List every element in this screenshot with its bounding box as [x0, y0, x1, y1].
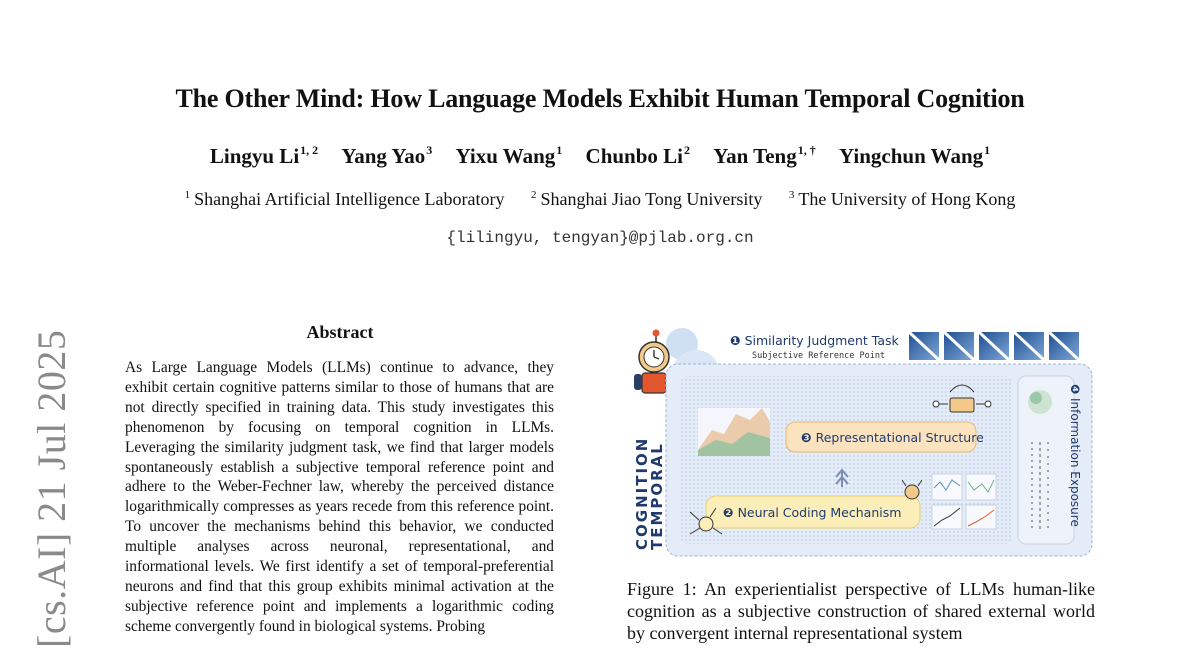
- author-name: Yang Yao: [341, 144, 426, 168]
- affiliation-sup: 3: [788, 189, 795, 201]
- box4-label: [1068, 384, 1082, 527]
- author-name: Chunbo Li: [585, 144, 684, 168]
- author: [713, 144, 815, 168]
- author-name: Yan Teng: [713, 144, 797, 168]
- author: [341, 144, 432, 168]
- author-name: Yingchun Wang: [838, 144, 984, 168]
- task1-subtitle: Subjective Reference Point: [752, 351, 886, 361]
- side-label-line1: TEMPORAL: [648, 442, 666, 550]
- author-name: Lingyu Li: [209, 144, 300, 168]
- affiliation-sup: 2: [531, 189, 537, 201]
- author-affil-sup: 1, †: [797, 143, 816, 157]
- word-cloud-icon: [1028, 390, 1052, 414]
- box2-number: ❷: [723, 505, 734, 520]
- affiliation-list: [0, 189, 1200, 210]
- box4-vertical-label: [1068, 384, 1082, 527]
- box3-number: ❸: [801, 430, 812, 445]
- figure-illustration: [620, 322, 1098, 562]
- figure-caption: Figure 1: An experientialist perspective of LLMs human-like cognition as a subjective construction of shared external world by convergent internal representational system: [627, 579, 1095, 643]
- box2-label-text: Neural Coding Mechanism: [737, 505, 902, 520]
- task1-number: ❶: [730, 333, 741, 348]
- author-affil-sup: 1: [556, 143, 563, 157]
- affiliation: [185, 189, 505, 209]
- box2-label: [723, 505, 901, 520]
- box4-number: ❹: [1068, 384, 1082, 395]
- author-affil-sup: 3: [426, 143, 433, 157]
- line-chart-thumbnail: [932, 474, 962, 500]
- box3-label: [801, 430, 984, 445]
- affiliation-sup: 1: [184, 189, 191, 201]
- affiliation-name: Shanghai Artificial Intelligence Laboratory: [194, 189, 505, 209]
- abstract-body: As Large Language Models (LLMs) continue to advance, they exhibit certain cognitive patterns similar to those of humans that are not directly specified in training data. This study investigates this phenomenon by focusing on temporal cognition in LLMs. Leveraging the similarity judgment task, we find that larger models spontaneously establish a subjective temporal reference point and adhere to the Weber-Fechner law, whereby the perceived distance logarithmically compresses as years recede from this reference point. To uncover the mechanisms behind this behavior, we conducted multiple analyses across neuronal, representational, and informational levels. We first identify a set of temporal-preferential neurons and find that this group exhibits minimal activation at the subjective reference point and implements a logarithmic coding scheme convergently found in biological systems. Probing: [125, 359, 554, 635]
- paper-title: The Other Mind: How Language Models Exhibit Human Temporal Cognition: [175, 84, 1025, 113]
- line-chart-thumbnail: [966, 505, 996, 529]
- author: [839, 144, 990, 168]
- author: [455, 144, 562, 168]
- author-list: [0, 143, 1200, 169]
- surface-plot-thumbnail: [698, 408, 770, 456]
- figure-1: [620, 322, 1098, 562]
- affiliation: [789, 189, 1015, 209]
- box3-label-text: Representational Structure: [815, 430, 984, 445]
- abstract-heading: Abstract: [306, 322, 374, 342]
- author-affil-sup: 1: [984, 143, 991, 157]
- side-label-temporal-cognition: [633, 437, 666, 550]
- author-affil-sup: 2: [684, 143, 691, 157]
- contact-email[interactable]: {lilingyu, tengyan}@pjlab.org.cn: [446, 229, 754, 247]
- line-chart-thumbnail: [966, 474, 996, 500]
- task1-title: [730, 333, 900, 348]
- affiliation-name: The University of Hong Kong: [798, 189, 1016, 209]
- author: [210, 144, 318, 168]
- task1-title-text: Similarity Judgment Task: [744, 333, 899, 348]
- affiliation-name: Shanghai Jiao Tong University: [540, 189, 763, 209]
- affiliation: [531, 189, 762, 209]
- side-label-line2: COGNITION: [633, 436, 651, 550]
- similarity-heatmap-thumbnails: [909, 332, 1079, 360]
- author-affil-sup: 1, 2: [300, 143, 319, 157]
- author-name: Yixu Wang: [455, 144, 556, 168]
- arxiv-stamp: [cs.AI] 21 Jul 2025: [29, 329, 74, 648]
- box4-label-text: Information Exposure: [1068, 398, 1082, 527]
- author: [586, 144, 690, 168]
